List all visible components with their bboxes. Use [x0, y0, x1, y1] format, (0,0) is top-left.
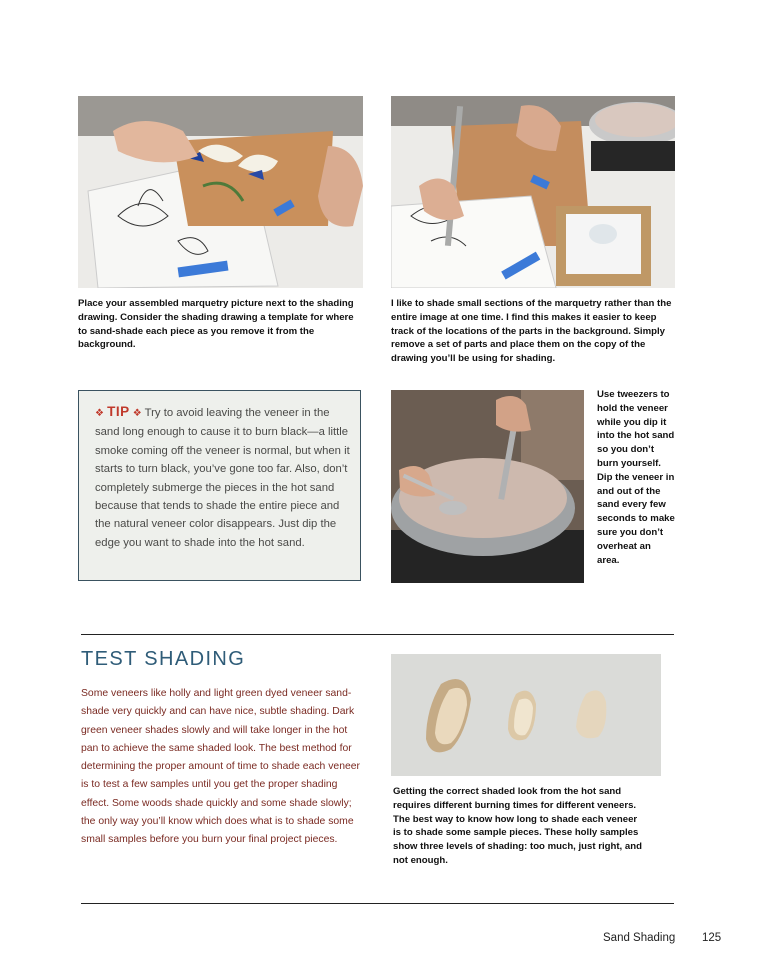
photo-hot-sand-pan [391, 390, 584, 583]
tip-body: Try to avoid leaving the veneer in the sand long enough to cause it to burn black—a little smoke coming off the veneer is normal, but when it starts to turn black, you’ve gone too far. Also, don’t completely submerge the pieces in the hot sand because that tends to shade the entire piece and the natural veneer color disappears. Just dip the edge you want to shade into the hot sand. [95, 407, 350, 549]
diamond-icon: ❖ [95, 408, 104, 419]
diamond-icon: ❖ [132, 408, 142, 419]
section-top-rule [81, 634, 674, 635]
photo-removing-parts [391, 96, 675, 288]
tip-label: TIP [107, 404, 130, 419]
caption-photo-1: Place your assembled marquetry picture next to the shading drawing. Consider the shading drawing a template for where to sand-shade each piece as you remove it from the background. [78, 298, 354, 351]
section-heading: TEST SHADING [81, 648, 246, 670]
caption-photo-2: I like to shade small sections of the marquetry rather than the entire image at one time. I find this makes it easier to keep track of the locations of the parts in the background. Simply remove a set of parts and place them on the copy of the drawing you’ll be using for shading. [391, 298, 672, 365]
footer-chapter-title: Sand Shading [603, 932, 676, 944]
caption-photo-4: Getting the correct shaded look from the hot sand requires different burning times for different veneers. The best way to know how long to shade each veneer is to shade some sample pieces. These holly samples show three levels of shading: too much, just right, and not enough. [393, 786, 642, 866]
footer-page-number: 125 [702, 932, 722, 944]
photo-marquetry-and-drawing [78, 96, 363, 288]
section-bottom-rule [81, 903, 674, 904]
tip-text-block [95, 403, 351, 552]
photo-holly-samples [391, 654, 661, 776]
section-body: Some veneers like holly and light green dyed veneer sand-shade very quickly and can have nice, subtle shading. Dark green veneer shades slowly and will take longer in the hot pan to achieve the same shaded look. The best method for determining the proper amount of time to shade each veneer is to test a few samples until you get the proper shading effect. Some woods shade quickly and some shade slowly; the only way you’ll know which does what is to shade some small samples before you burn your final project pieces. [81, 688, 360, 846]
caption-photo-3: Use tweezers to hold the veneer while you dip it into the hot sand so you don’t burn yourself. Dip the veneer in and out of the sand every few seconds to make sure you don’t overheat an area. [597, 389, 675, 566]
tip-box [78, 390, 361, 581]
